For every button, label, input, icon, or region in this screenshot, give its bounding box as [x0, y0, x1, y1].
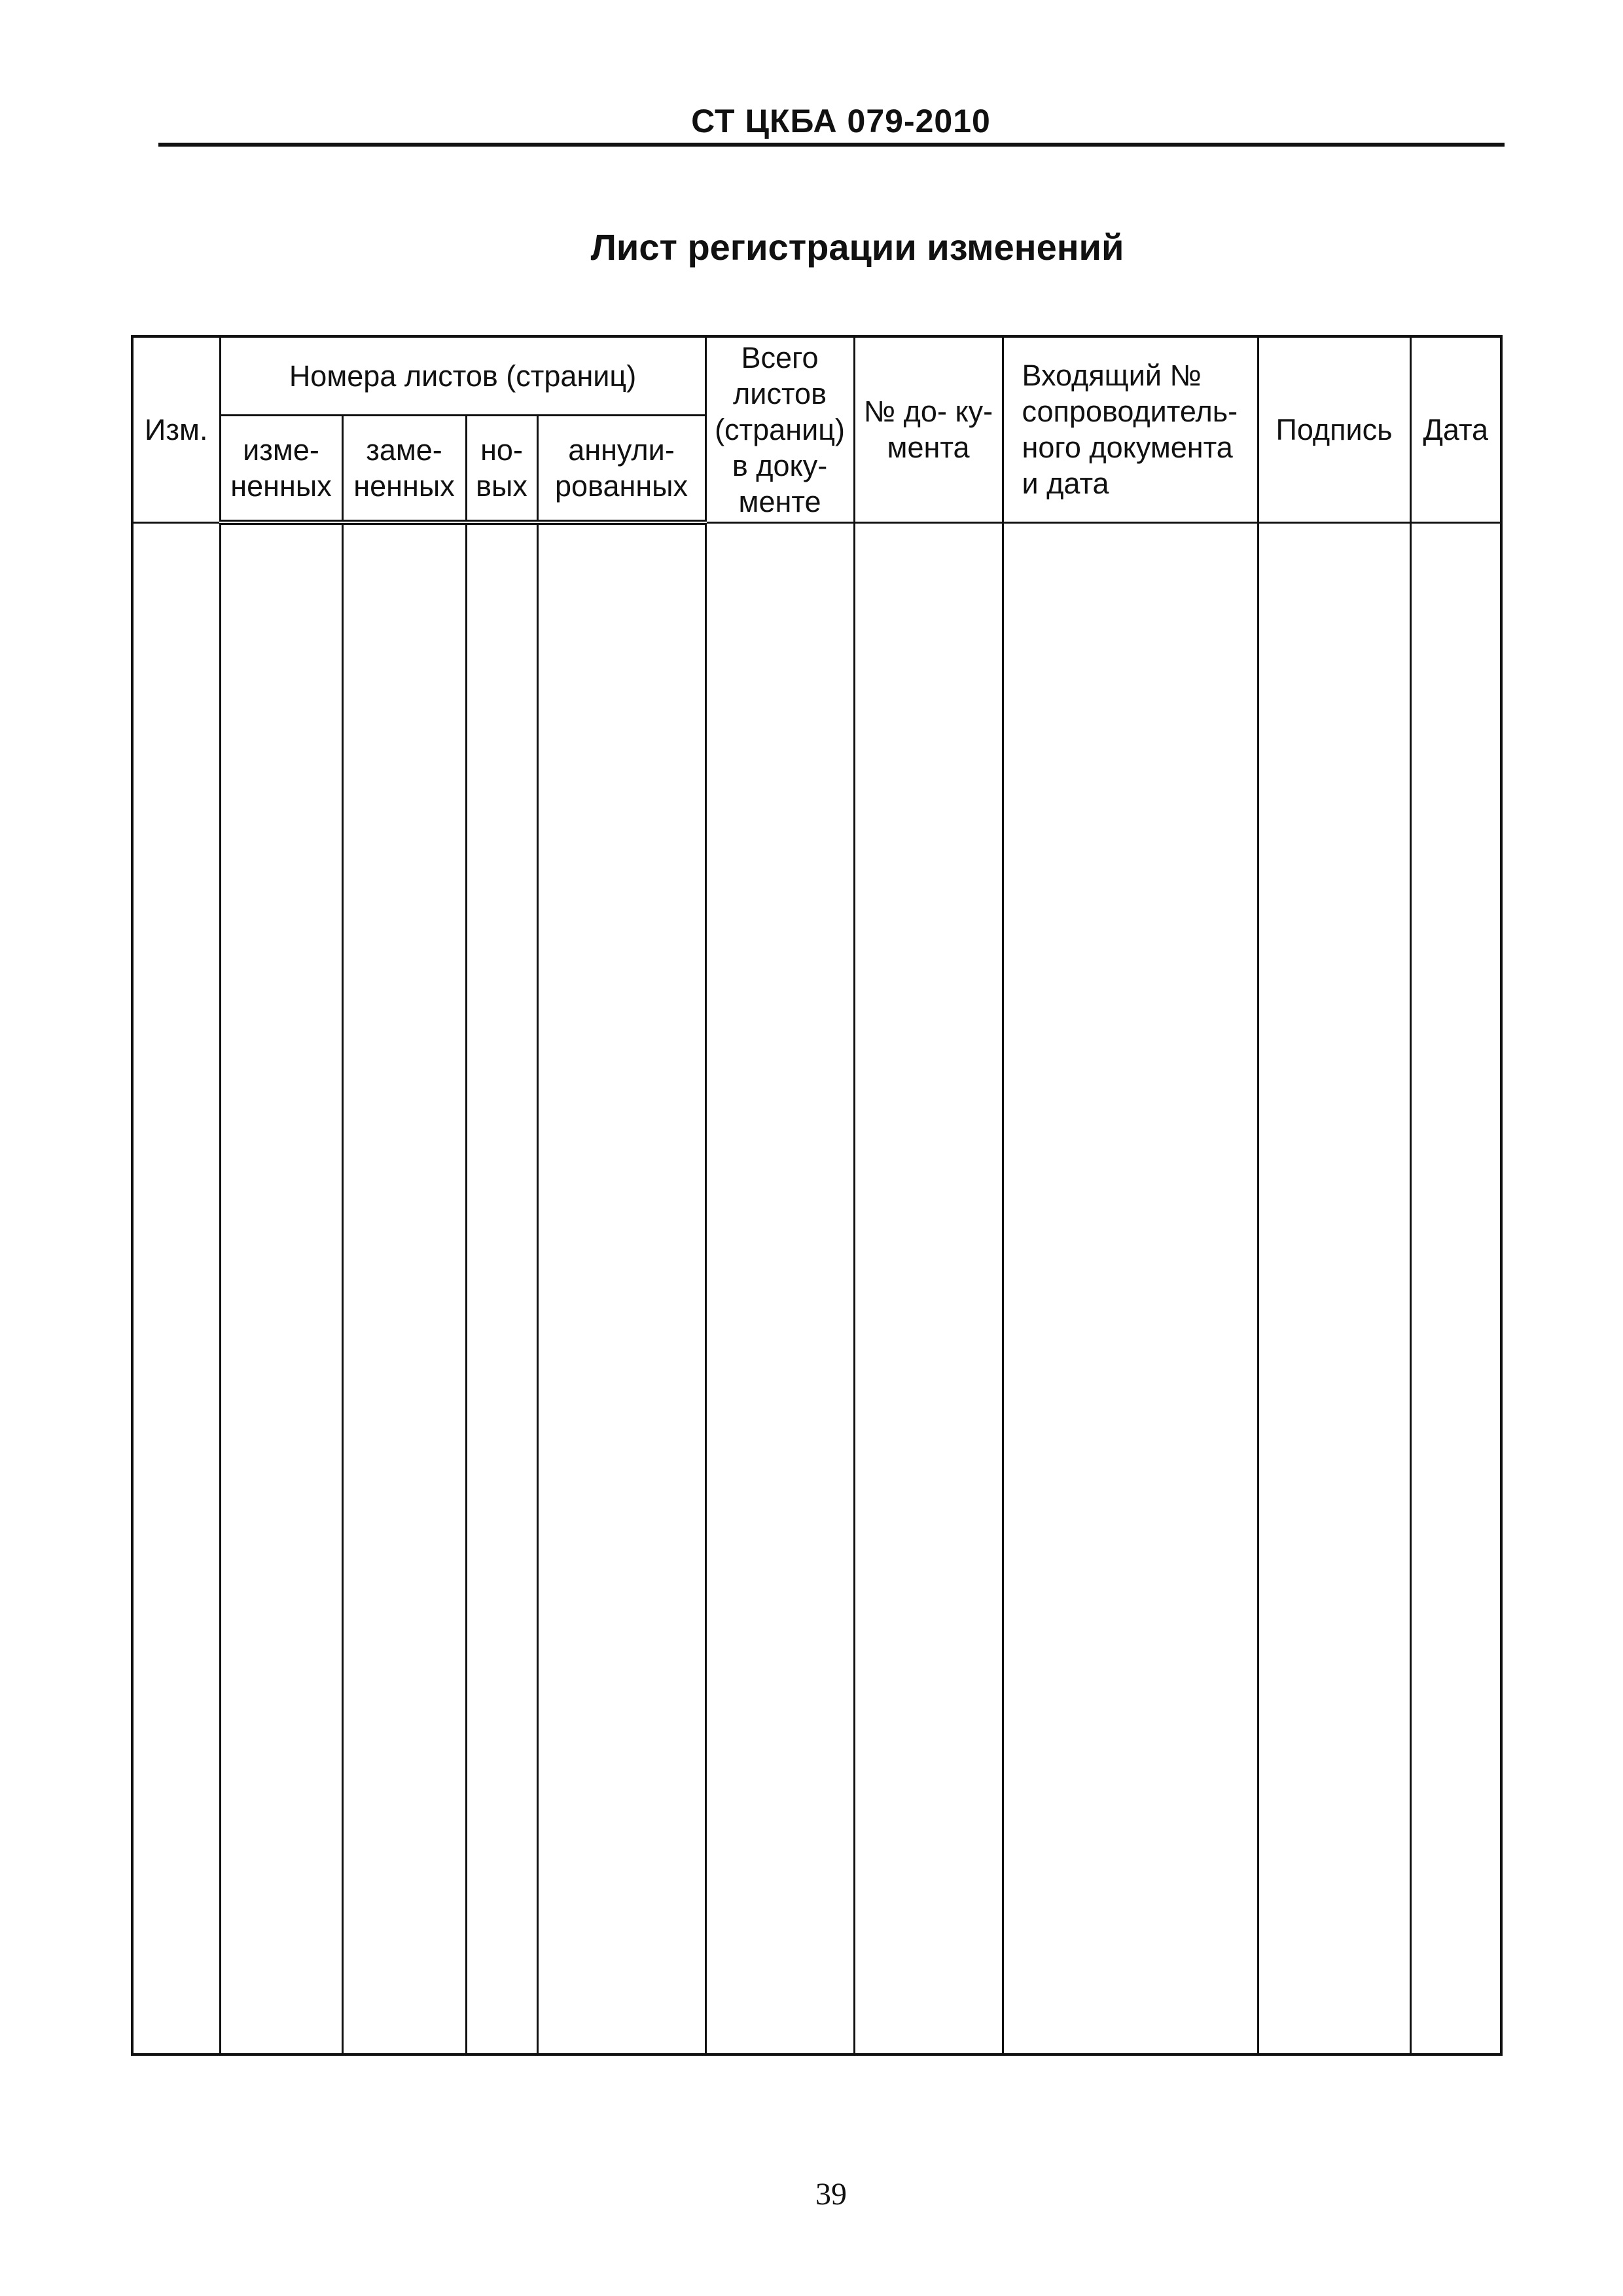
- header-rule: [158, 143, 1505, 147]
- column-header-changed: изме- ненных: [220, 415, 342, 522]
- table-cell: [1410, 522, 1501, 2054]
- table-cell: [1258, 522, 1410, 2054]
- column-group-sheet-numbers: Номера листов (страниц): [220, 336, 705, 415]
- page-number: 39: [815, 2177, 847, 2212]
- column-header-signature: Подпись: [1258, 336, 1410, 522]
- table-cell: [705, 522, 854, 2054]
- document-code: СТ ЦКБА 079-2010: [691, 103, 991, 139]
- column-header-incoming-document: Входящий № сопроводитель- ного документа и дата: [1003, 336, 1258, 522]
- column-header-total-sheets: Всего листов (страниц) в доку- менте: [705, 336, 854, 522]
- column-header-izm: Изм.: [132, 336, 220, 522]
- table-cell: [342, 522, 466, 2054]
- column-header-new: но- вых: [466, 415, 537, 522]
- page-title: Лист регистрации изменений: [590, 226, 1124, 268]
- change-registration-table: [131, 335, 1503, 2056]
- table-cell: [466, 522, 537, 2054]
- table-cell: [854, 522, 1003, 2054]
- table-cell: [132, 522, 220, 2054]
- table-cell: [537, 522, 705, 2054]
- column-header-date: Дата: [1410, 336, 1501, 522]
- column-header-replaced: заме- ненных: [342, 415, 466, 522]
- column-header-annulled: аннули- рованных: [537, 415, 705, 522]
- table-cell: [1003, 522, 1258, 2054]
- table-row: [132, 522, 1501, 2054]
- table-cell: [220, 522, 342, 2054]
- column-header-document-number: № до- ку- мента: [854, 336, 1003, 522]
